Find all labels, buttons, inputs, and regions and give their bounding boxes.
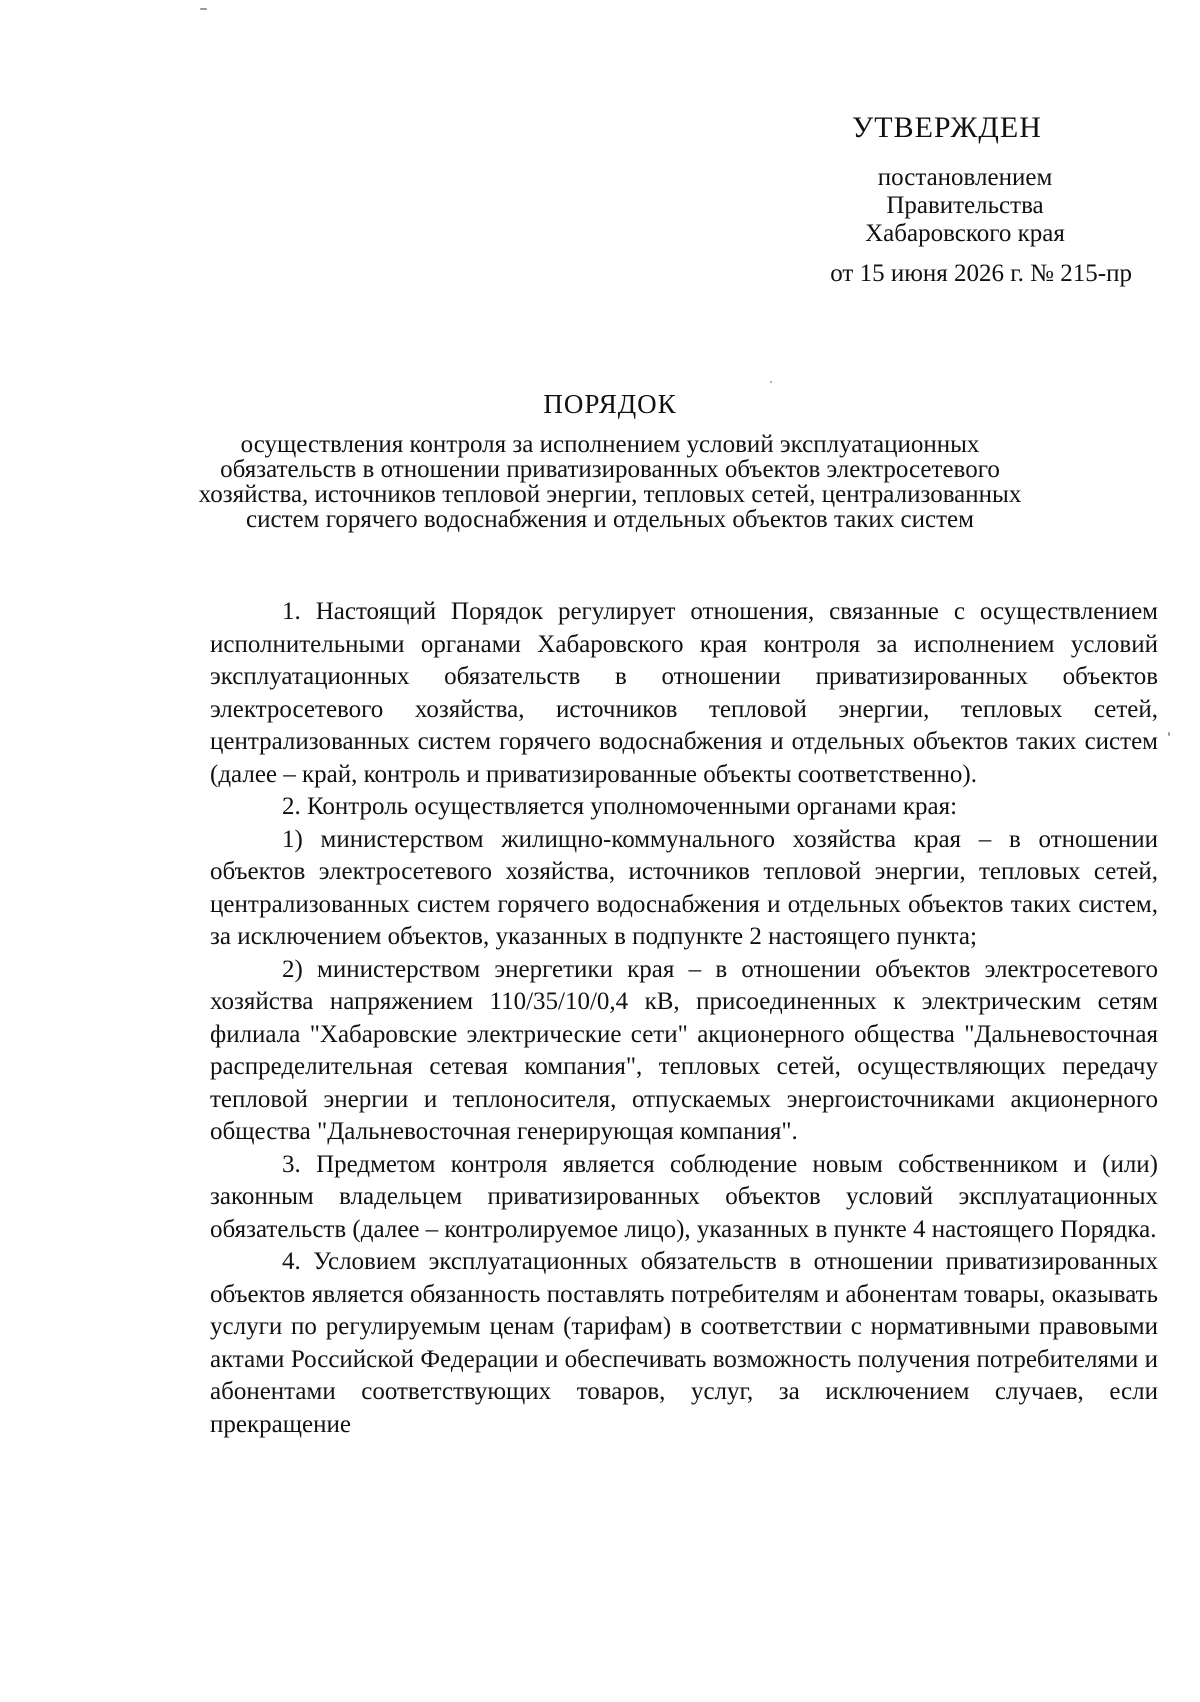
paragraph-2-subitem-1: 1) министерством жилищно-коммунального хозяйства края – в отношении объектов электросетевого хозяйства, источников тепловой энергии, тепловых сетей, централизованных систем горячего водоснабжения и отдельных объектов таких систем, за исключением объектов, указанных в подпункте 2 настоящего пункта; bbox=[210, 825, 1158, 950]
document-subtitle-line-1: осуществления контроля за исполнением условий эксплуатационных bbox=[240, 431, 980, 458]
document-body bbox=[210, 596, 1158, 1441]
paragraph-2-subitem-2: 2) министерством энергетики края – в отношении объектов электросетевого хозяйства напряжением 110/35/10/0,4 кВ, присоединенных к электрическим сетям филиала "Хабаровские электрические сети" акционерного общества "Дальневосточная распределительная сетевая компания", тепловых сетей, осуществляющих передачу тепловой энергии и теплоносителя, отпускаемых энергоисточниками акционерного общества "Дальневосточная генерирующая компания". bbox=[210, 955, 1158, 1145]
government-line: Правительства bbox=[886, 192, 1044, 219]
document-subtitle-line-3: хозяйства, источников тепловой энергии, тепловых сетей, централизованных bbox=[198, 481, 1022, 508]
scan-speck bbox=[770, 381, 772, 383]
document-heading: ПОРЯДОК bbox=[543, 389, 677, 419]
document-title-block bbox=[180, 388, 1040, 532]
approved-label: УТВЕРЖДЕН bbox=[852, 111, 1042, 144]
region-line: Хабаровского края bbox=[865, 220, 1065, 247]
approval-block bbox=[770, 110, 1160, 288]
scan-speck bbox=[200, 8, 207, 10]
resolution-date-number: от 15 июня 2026 г. № 215-пр bbox=[830, 260, 1132, 287]
scan-speck bbox=[1168, 732, 1170, 736]
document-subtitle-line-4: систем горячего водоснабжения и отдельных объектов таких систем bbox=[246, 506, 974, 533]
paragraph-4: 4. Условием эксплуатационных обязательств в отношении приватизированных объектов является обязанность поставлять потребителям и абонентам товары, оказывать услуги по регулируемым ценам (тарифам) в соответствии с нормативными правовыми актами Российской Федерации и обеспечивать возможность получения потребителями и абонентами соответствующих товаров, услуг, за исключением случаев, если прекращение bbox=[210, 1248, 1158, 1438]
paragraph-3: 3. Предметом контроля является соблюдение новым собственником и (или) законным владельцем приватизированных объектов условий эксплуатационных обязательств (далее – контролируемое лицо), указанных в пункте 4 настоящего Порядка. bbox=[210, 1150, 1158, 1243]
paragraph-1: 1. Настоящий Порядок регулирует отношения, связанные с осуществлением исполнительными органами Хабаровского края контроля за исполнением условий эксплуатационных обязательств в отношении приватизированных объектов электросетевого хозяйства, источников тепловой энергии, тепловых сетей, централизованных систем горячего водоснабжения и отдельных объектов таких систем (далее – край, контроль и приватизированные объекты соответственно). bbox=[210, 598, 1158, 788]
document-subtitle-line-2: обязательств в отношении приватизированных объектов электросетевого bbox=[220, 456, 1000, 483]
paragraph-2: 2. Контроль осуществляется уполномоченными органами края: bbox=[282, 793, 958, 820]
resolution-line: постановлением bbox=[877, 164, 1053, 191]
